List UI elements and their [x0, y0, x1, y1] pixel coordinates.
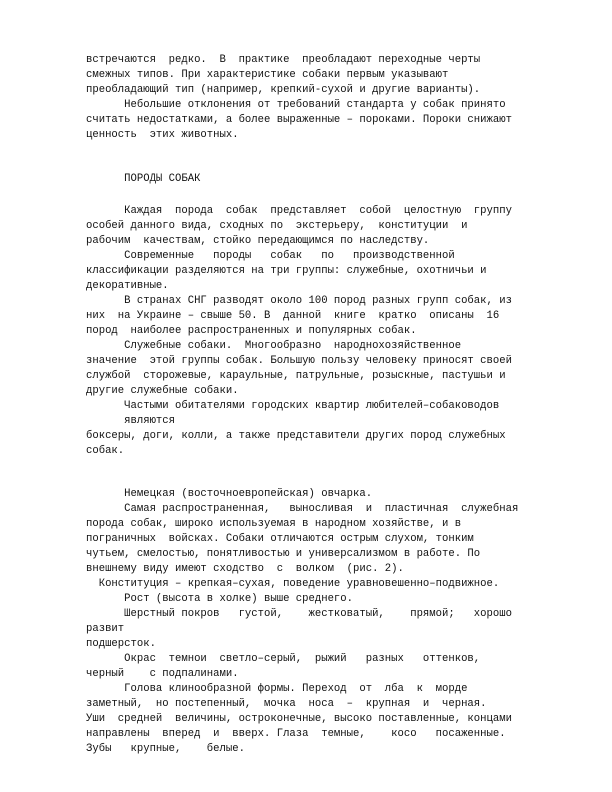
text-line: собак. — [86, 445, 125, 457]
text-line: Рост (высота в холке) выше среднего. — [86, 593, 354, 605]
text-line: заметный, но постепенный, мочка носа – крупная и черная. — [86, 698, 487, 710]
text-line: внешнему виду имеют сходство с волком (рис. 2). — [86, 563, 404, 575]
text-line: Современные породы собак по производственной — [86, 250, 455, 262]
text-line: значение этой группы собак. Большую пользу человеку приносят своей — [86, 355, 512, 367]
text-line: пограничных войсках. Собаки отличаются острым слухом, тонким — [86, 533, 474, 545]
text-line: рабочим качествам, стойко передающимся по наследству. — [86, 235, 430, 247]
text-line: пород наиболее распространенных и популярных собак. — [86, 325, 417, 337]
text-line: направлены вперед и вверх. Глаза темные, косо посаженные. — [86, 728, 506, 740]
text-line: подшерсток. — [86, 638, 156, 650]
text-line: другие служебные собаки. — [86, 385, 239, 397]
text-line: считать недостатками, а более выраженные – пороками. Пороки снижают — [86, 114, 512, 126]
text-line: Частыми обитателями городских квартир любителей–собаководов — [86, 400, 500, 412]
text-line: особей данного вида, сходных по экстерьеру, конституции и — [86, 220, 468, 232]
text-line: черный с подпалинами. — [86, 668, 239, 680]
text-line: них на Украине – свыше 50. В данной книге кратко описаны 16 — [86, 310, 500, 322]
text-line: являются — [86, 415, 176, 427]
text-line: декоративные. — [86, 280, 169, 292]
text-line: порода собак, широко используемая в народном хозяйстве, и в — [86, 518, 462, 530]
text-line: ценность этих животных. — [86, 129, 239, 141]
text-line: Уши средней величины, остроконечные, высоко поставленные, концами — [86, 713, 512, 725]
text-line: ПОРОДЫ СОБАК — [86, 173, 201, 185]
text-line: Небольшие отклонения от требований стандарта у собак принято — [86, 99, 506, 111]
text-line: Голова клинообразной формы. Переход от лба к морде — [86, 683, 468, 695]
text-line: В странах СНГ разводят около 100 пород разных групп собак, из — [86, 295, 512, 307]
text-line: Самая распространенная, выносливая и пластичная служебная — [86, 503, 519, 515]
text-line: Немецкая (восточноевропейская) овчарка. — [86, 488, 373, 500]
text-line: Конституция – крепкая–сухая, поведение уравновешенно–подвижное. — [86, 578, 500, 590]
text-line: чутьем, смелостью, понятливостью и универсализмом в работе. По — [86, 548, 481, 560]
text-line: смежных типов. При характеристике собаки первым указывают — [86, 69, 449, 81]
text-line: Зубы крупные, белые. — [86, 743, 245, 755]
text-line: Окрас темнои светло–серый, рыжий разных оттенков, — [86, 653, 481, 665]
text-line: боксеры, доги, колли, а также представители других пород служебных — [86, 430, 506, 442]
text-line: Шерстный покров густой, жестковатый, прямой; хорошо — [86, 608, 512, 620]
text-line: развит — [86, 623, 125, 635]
text-line: Каждая порода собак представляет собой целостную группу — [86, 205, 512, 217]
text-line: службой сторожевые, караульные, патрульные, розыскные, пастушьи и — [86, 370, 506, 382]
text-line: классификации разделяются на три группы: служебные, охотничьи и — [86, 265, 487, 277]
text-line: Служебные собаки. Многообразно народнохозяйственное — [86, 340, 462, 352]
text-line: преобладающий тип (например, крепкий-сухой и другие варианты). — [86, 84, 481, 96]
text-line: встречаются редко. В практике преобладают переходные черты — [86, 54, 481, 66]
